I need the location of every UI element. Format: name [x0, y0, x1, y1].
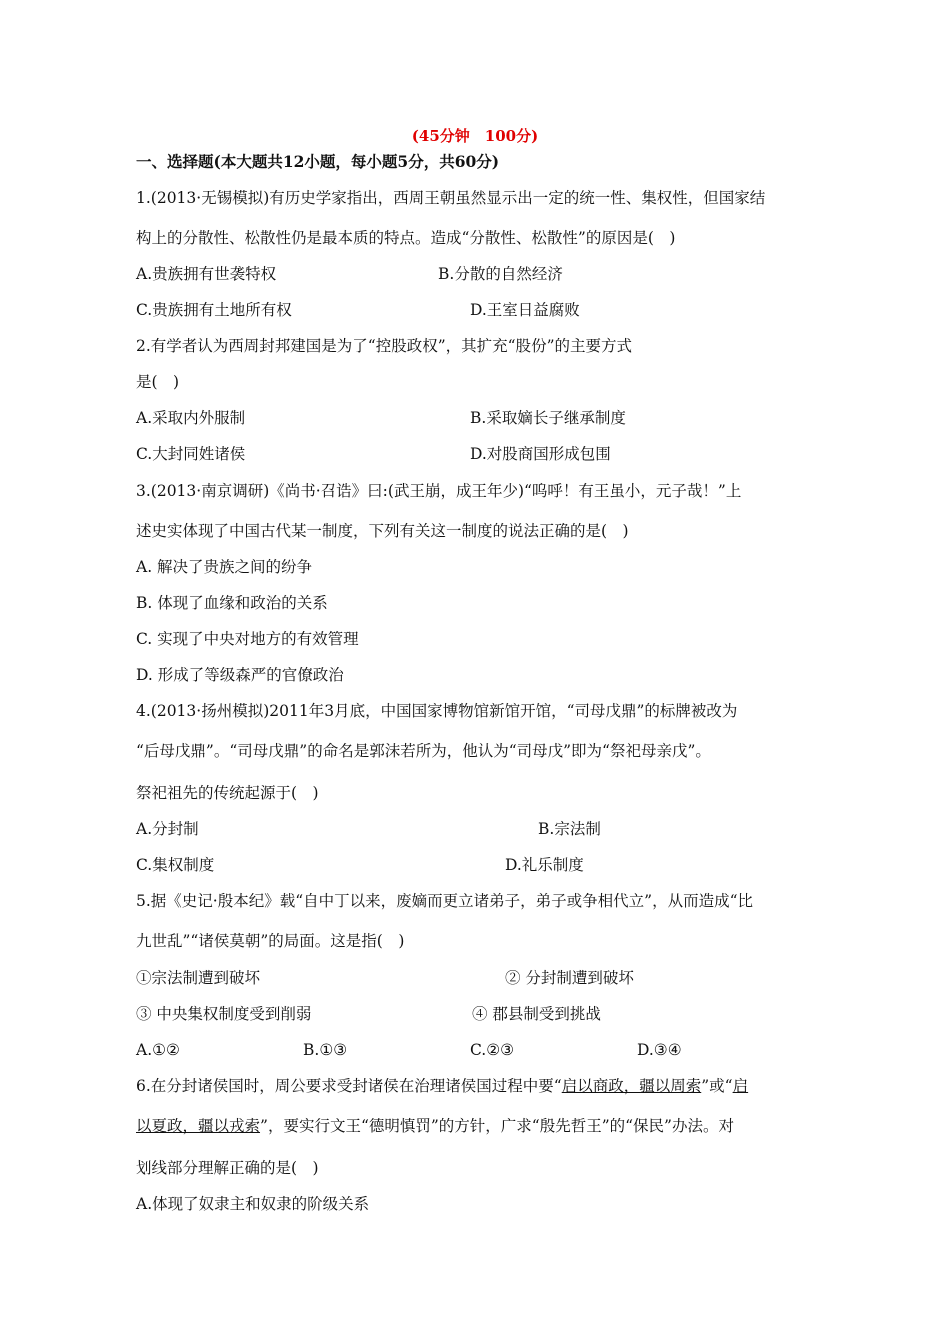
q5-stem-line1: 5.据《史记·殷本纪》载“自中丁以来，废嫡而更立诸弟子，弟子或争相代立”，从而造成“比 — [136, 892, 753, 910]
q3-option-a: A. 解决了贵族之间的纷争 — [136, 558, 313, 576]
q5-option-a: A.①② — [136, 1041, 180, 1059]
q5-option-c: C.②③ — [470, 1041, 515, 1059]
q5-statement-4: ④ 郡县制受到挑战 — [472, 1005, 601, 1023]
q1-option-c: C.贵族拥有土地所有权 — [136, 301, 292, 319]
q6-line1-connector: ”或“ — [701, 1077, 733, 1095]
q3-option-c: C. 实现了中央对地方的有效管理 — [136, 630, 359, 648]
q4-option-b: B.宗法制 — [538, 820, 601, 838]
q2-option-b: B.采取嫡长子继承制度 — [470, 409, 626, 427]
q1-option-a: A.贵族拥有世袭特权 — [136, 265, 277, 283]
q6-stem-line2 — [136, 1116, 734, 1136]
q5-statement-2: ② 分封制遭到破坏 — [505, 969, 634, 987]
q4-stem-line3: 祭祀祖先的传统起源于( ) — [136, 784, 319, 802]
q2-stem-line1: 2.有学者认为西周封邦建国是为了“控股政权”，其扩充“股份”的主要方式 — [136, 337, 632, 355]
q2-stem-line2: 是( ) — [136, 373, 180, 391]
q4-option-d: D.礼乐制度 — [505, 856, 584, 874]
section-title: 一、选择题(本大题共12小题，每小题5分，共60分) — [136, 152, 500, 171]
q6-option-a: A.体现了奴隶主和奴隶的阶级关系 — [136, 1195, 370, 1213]
q3-option-d: D. 形成了等级森严的官僚政治 — [136, 666, 344, 684]
q3-option-b: B. 体现了血缘和政治的关系 — [136, 594, 328, 612]
q1-stem-line1: 1.(2013·无锡模拟)有历史学家指出，西周王朝虽然显示出一定的统一性、集权性，但国家结 — [136, 189, 766, 207]
q6-underlined-phrase-1: 启以商政，疆以周索 — [561, 1077, 702, 1095]
q1-option-d: D.王室日益腐败 — [470, 301, 580, 319]
q2-option-a: A.采取内外服制 — [136, 409, 246, 427]
q5-option-b: B.①③ — [303, 1041, 348, 1059]
q6-underlined-phrase-2-start: 启 — [732, 1077, 749, 1095]
q1-option-b: B.分散的自然经济 — [438, 265, 563, 283]
q2-option-d: D.对股商国形成包围 — [470, 445, 611, 463]
q6-line1-text: 6.在分封诸侯国时，周公要求受封诸侯在治理诸侯国过程中要“ — [136, 1077, 562, 1095]
q3-stem-line2: 述史实体现了中国古代某一制度，下列有关这一制度的说法正确的是( ) — [136, 522, 629, 540]
q5-stem-line2: 九世乱”“诸侯莫朝”的局面。这是指( ) — [136, 932, 405, 950]
q5-statement-3: ③ 中央集权制度受到削弱 — [136, 1005, 312, 1023]
q6-stem-line1 — [136, 1076, 748, 1096]
q6-underlined-phrase-2-end: 以夏政，疆以戎索 — [136, 1117, 261, 1135]
q4-option-c: C.集权制度 — [136, 856, 215, 874]
q4-stem-line1: 4.(2013·扬州模拟)2011年3月底，中国国家博物馆新馆开馆，“司母戊鼎”的标牌被改为 — [136, 702, 738, 720]
q6-line2-text: ”，要实行文王“德明慎罚”的方针，广求“殷先哲王”的“保民”办法。对 — [260, 1117, 734, 1135]
q3-stem-line1: 3.(2013·南京调研)《尚书·召诰》曰:(武王崩，成王年少)“呜呼！有王虽小，元子哉！”上 — [136, 482, 742, 500]
q4-stem-line2: “后母戊鼎”。“司母戊鼎”的命名是郭沫若所为，他认为“司母戊”即为“祭祀母亲戊”。 — [136, 742, 711, 760]
q4-option-a: A.分封制 — [136, 820, 199, 838]
q6-stem-line3: 划线部分理解正确的是( ) — [136, 1159, 319, 1177]
q2-option-c: C.大封同姓诸侯 — [136, 445, 246, 463]
q5-option-d: D.③④ — [637, 1041, 682, 1059]
q5-statement-1: ①宗法制遭到破坏 — [136, 969, 261, 987]
q1-stem-line2: 构上的分散性、松散性仍是最本质的特点。造成“分散性、松散性”的原因是( ) — [136, 229, 676, 247]
time-score: (45分钟 100分) — [411, 127, 539, 145]
